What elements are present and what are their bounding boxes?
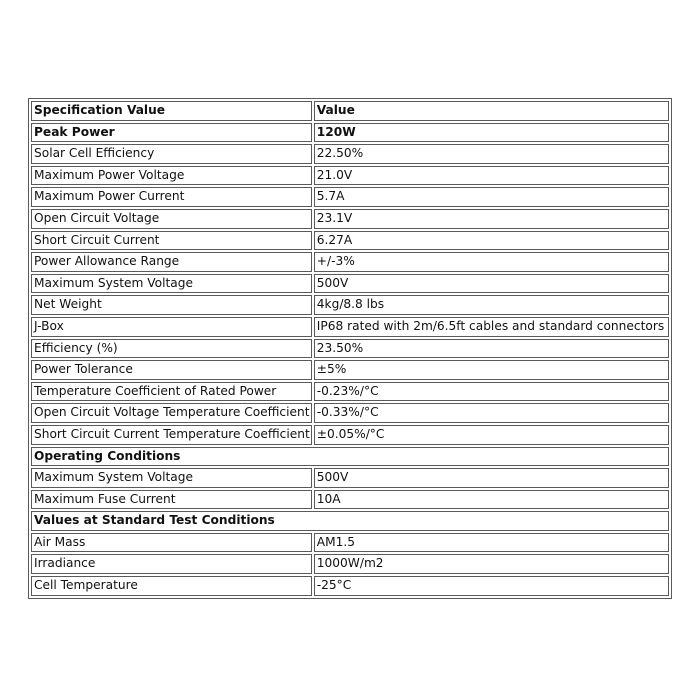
spec-value-cell: 5.7A [314,187,669,207]
spec-value-cell: 6.27A [314,231,669,251]
spec-label-cell: J-Box [31,317,312,337]
spec-label-cell: Maximum Power Current [31,187,312,207]
spec-label-cell: Maximum System Voltage [31,468,312,488]
table-header-row [31,101,669,121]
spec-label-cell: Irradiance [31,554,312,574]
table-row [31,425,669,445]
table-row [31,576,669,596]
spec-value-cell: AM1.5 [314,533,669,553]
spec-label-cell: Open Circuit Voltage [31,209,312,229]
spec-value-cell: 500V [314,468,669,488]
spec-label-cell: Peak Power [31,123,312,143]
table-row [31,144,669,164]
specification-table [28,98,672,599]
spec-value-cell: IP68 rated with 2m/6.5ft cables and standard connectors [314,317,669,337]
section-title-cell: Values at Standard Test Conditions [31,511,669,531]
table-row [31,187,669,207]
table-row [31,403,669,423]
table-row [31,274,669,294]
spec-label-cell: Air Mass [31,533,312,553]
spec-label-cell: Power Tolerance [31,360,312,380]
table-row [31,317,669,337]
section-header-row [31,511,669,531]
spec-value-cell: -0.33%/°C [314,403,669,423]
spec-value-cell: 22.50% [314,144,669,164]
spec-value-cell: ±5% [314,360,669,380]
spec-label-cell: Short Circuit Current Temperature Coefficient [31,425,312,445]
spec-value-cell: +/-3% [314,252,669,272]
table-row [31,166,669,186]
spec-value-cell: -25°C [314,576,669,596]
table-row [31,295,669,315]
spec-label-cell: Maximum Fuse Current [31,490,312,510]
specification-table-body [31,101,669,596]
spec-value-cell: 500V [314,274,669,294]
spec-value-cell: 120W [314,123,669,143]
table-row [31,554,669,574]
spec-value-cell: 4kg/8.8 lbs [314,295,669,315]
section-header-row [31,447,669,467]
spec-value-cell: -0.23%/°C [314,382,669,402]
spec-label-cell: Power Allowance Range [31,252,312,272]
spec-value-cell: 23.50% [314,339,669,359]
spec-value-cell: 10A [314,490,669,510]
spec-label-cell: Net Weight [31,295,312,315]
spec-label-cell: Maximum System Voltage [31,274,312,294]
table-row [31,231,669,251]
table-row [31,339,669,359]
header-label-cell: Specification Value [31,101,312,121]
table-row [31,468,669,488]
spec-value-cell: 23.1V [314,209,669,229]
table-row [31,209,669,229]
spec-label-cell: Cell Temperature [31,576,312,596]
header-value-cell: Value [314,101,669,121]
table-row [31,360,669,380]
table-row [31,533,669,553]
table-row [31,123,669,143]
spec-value-cell: 21.0V [314,166,669,186]
spec-label-cell: Maximum Power Voltage [31,166,312,186]
spec-label-cell: Efficiency (%) [31,339,312,359]
spec-label-cell: Solar Cell Efficiency [31,144,312,164]
spec-label-cell: Short Circuit Current [31,231,312,251]
spec-label-cell: Temperature Coefficient of Rated Power [31,382,312,402]
spec-value-cell: 1000W/m2 [314,554,669,574]
section-title-cell: Operating Conditions [31,447,669,467]
spec-label-cell: Open Circuit Voltage Temperature Coefficient [31,403,312,423]
table-row [31,490,669,510]
table-row [31,252,669,272]
spec-value-cell: ±0.05%/°C [314,425,669,445]
table-row [31,382,669,402]
